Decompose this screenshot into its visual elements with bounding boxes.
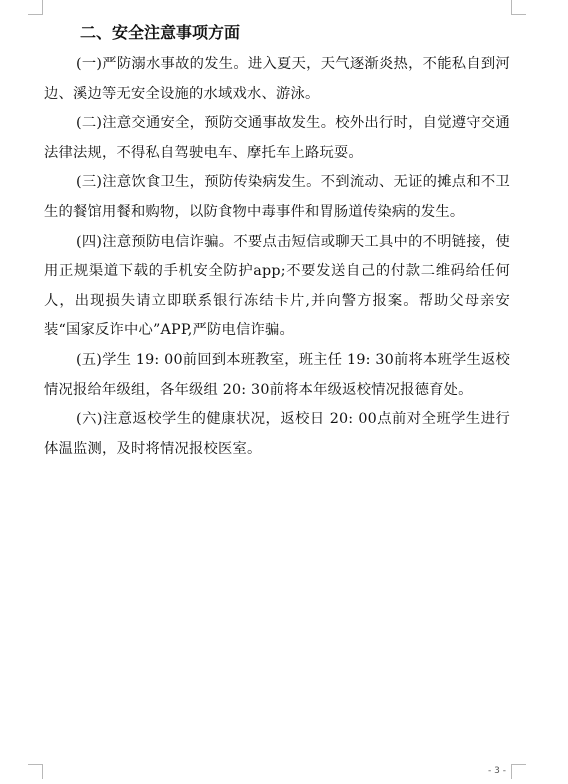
paragraph-food-hygiene: (三)注意饮食卫生，预防传染病发生。不到流动、无证的摊点和不卫生的餐馆用餐和购物，以防食物中毒事件和胃肠道传染病的发生。 bbox=[44, 174, 510, 220]
paragraph-drowning-prevention: (一)严防溺水事故的发生。进入夏天，天气逐渐炎热，不能私自到河边、溪边等无安全设施的水域戏水、游泳。 bbox=[44, 56, 510, 102]
paragraph-health-check: (六)注意返校学生的健康状况，返校日 20: 00点前对全班学生进行体温监测，及时将情况报校医室。 bbox=[44, 411, 510, 457]
paragraph-telecom-fraud: (四)注意预防电信诈骗。不要点击短信或聊天工具中的不明链接，使用正规渠道下载的手机安全防护app;不要发送自己的付款二维码给任何人，出现损失请立即联系银行冻结卡片,并向警方报案。帮助父母亲安装“国家反诈中心”APP,严防电信诈骗。 bbox=[44, 233, 510, 339]
margin-corner-mark-bottom-left bbox=[28, 764, 43, 779]
paragraph-return-schedule: (五)学生 19: 00前回到本班教室，班主任 19: 30前将本班学生返校情况报给年级组，各年级组 20: 30前将本年级返校情况报德育处。 bbox=[44, 351, 510, 398]
margin-corner-mark-top-left bbox=[28, 0, 43, 15]
document-body bbox=[44, 20, 510, 464]
section-heading: 二、安全注意事项方面 bbox=[80, 23, 241, 42]
page-number: - 3 - bbox=[488, 766, 506, 776]
margin-corner-mark-top-right bbox=[511, 0, 526, 15]
margin-corner-mark-bottom-right bbox=[511, 764, 526, 779]
paragraph-traffic-safety: (二)注意交通安全，预防交通事故发生。校外出行时，自觉遵守交通法律法规，不得私自驾驶电车、摩托车上路玩耍。 bbox=[44, 115, 510, 161]
